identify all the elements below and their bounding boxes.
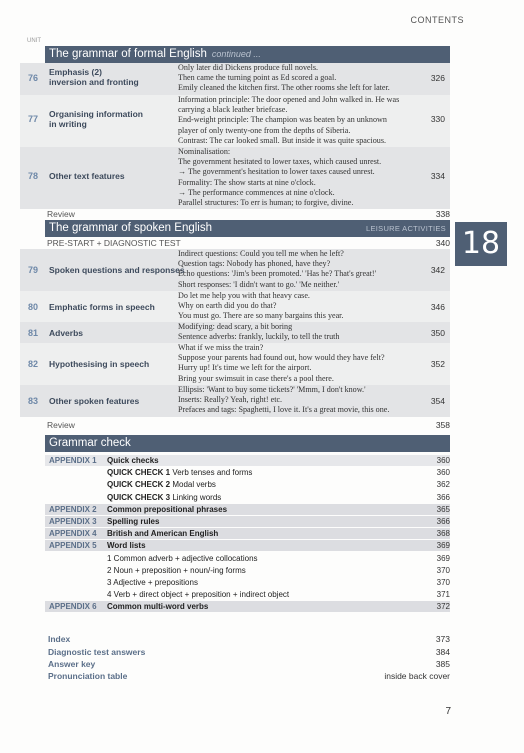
appendix-title-rest: Modal verbs — [170, 480, 216, 490]
example-line: carrying a black leather briefcase. — [178, 105, 288, 115]
example-line: Sentence adverbs: frankly, luckily, to tell the truth — [178, 332, 340, 342]
page-ref: 350 — [430, 328, 445, 338]
appendix-title-rest: 1 Common adverb + adjective collocations — [107, 553, 258, 563]
page-ref: 352 — [430, 359, 445, 369]
appendix-label: APPENDIX 4 — [49, 529, 97, 539]
page-ref: 342 — [430, 265, 445, 275]
appendix-title-bold: Common multi-word verbs — [107, 602, 209, 612]
appendix-title — [107, 479, 216, 490]
appendix-row — [45, 479, 450, 490]
example-line: Nominalisation: — [178, 147, 231, 156]
section-header-formal — [45, 46, 450, 63]
example-line: Echo questions: 'Jim's been promoted.' 'Has he? That's great!' — [178, 269, 377, 279]
page-ref: 334 — [430, 171, 445, 181]
unit-row — [20, 322, 450, 343]
page-ref: 370 — [436, 578, 450, 587]
appendix-title — [107, 540, 146, 551]
example-line: Modifying: dead scary, a bit boring — [178, 322, 293, 331]
appendix-title-bold: QUICK CHECK 2 — [107, 480, 171, 490]
example-line: End-weight principle: The champion was beaten by an unknown — [178, 115, 387, 125]
example-line: Why on earth did you do that? — [178, 301, 277, 311]
page-ref: 369 — [436, 553, 450, 563]
page-ref: 346 — [430, 302, 445, 312]
appendix-label: APPENDIX 3 — [49, 517, 97, 526]
back-page: inside back cover — [384, 671, 450, 681]
page-number: 7 — [445, 706, 451, 717]
unit-title: Organising information — [49, 109, 143, 119]
unit-title: inversion and fronting — [49, 77, 139, 87]
unit-number: 79 — [27, 265, 38, 275]
page-ref: 369 — [436, 541, 450, 551]
section-header-spoken — [45, 220, 450, 237]
page-ref: 365 — [436, 504, 450, 514]
appendix-row — [45, 455, 450, 466]
appendix-title — [107, 516, 159, 527]
unit-row — [20, 249, 450, 291]
unit-title: Other text features — [49, 171, 125, 181]
appendix-row — [45, 553, 450, 564]
example-line: Prefaces and tags: Spaghetti, I love it. It's a great movie, this one. — [178, 405, 390, 415]
appendix-title-bold: QUICK CHECK 1 — [107, 468, 171, 478]
page-ref: 366 — [436, 517, 450, 526]
page-ref: 368 — [436, 529, 450, 539]
example-line: Then came the turning point as Ed scored a goal. — [178, 73, 337, 83]
back-page: 385 — [435, 659, 450, 669]
appendix-title-bold: Common prepositional phrases — [107, 504, 228, 514]
appendix-title — [107, 553, 258, 564]
appendix-row — [45, 504, 450, 515]
example-line: → The government's hesitation to lower taxes caused unrest. — [178, 167, 375, 177]
example-line: Parallel structures: To err is human; to forgive, divine. — [178, 198, 354, 208]
unit-title: Emphatic forms in speech — [49, 302, 155, 312]
unit-row — [20, 147, 450, 209]
example-line: Ellipsis: 'Want to buy some tickets?' 'Mmm, I don't know.' — [178, 385, 366, 394]
example-line: Emily cleaned the kitchen first. The other rooms she left for later. — [178, 83, 390, 93]
unit-number: 76 — [27, 73, 38, 83]
example-line: Only later did Dickens produce full novels. — [178, 63, 319, 72]
unit-row — [20, 95, 450, 147]
appendix-title — [107, 577, 198, 588]
appendix-title — [107, 601, 208, 612]
appendix-row — [45, 516, 450, 527]
appendix-title-bold: Spelling rules — [107, 517, 160, 526]
section-title: The grammar of spoken English — [49, 222, 212, 234]
back-item: Answer key — [48, 659, 96, 669]
appendix-title — [107, 504, 227, 515]
appendix-title-rest: 3 Adjective + prepositions — [107, 578, 198, 587]
appendix-row — [45, 589, 450, 600]
unit-tab-number: 18 — [455, 222, 507, 266]
page-ref: 326 — [430, 73, 445, 83]
appendix-title — [107, 455, 159, 466]
unit-number: 80 — [27, 302, 38, 312]
back-page: 373 — [435, 634, 450, 644]
unit-title: in writing — [49, 119, 87, 129]
example-line: Short responses: 'I didn't want to go.' 'Me neither.' — [178, 279, 340, 289]
review-page: 358 — [435, 420, 450, 430]
example-line: What if we miss the train? — [178, 343, 264, 352]
unit-title: Other spoken features — [49, 396, 140, 406]
appendix-title — [107, 589, 289, 600]
page-ref: 330 — [430, 114, 445, 124]
back-item: Diagnostic test answers — [48, 647, 146, 657]
appendix-row — [45, 601, 450, 612]
appendix-row — [45, 528, 450, 539]
contents-label: CONTENTS — [410, 15, 464, 25]
review-label: Review — [47, 420, 75, 430]
example-line: Hurry up! It's time we left for the airport. — [178, 363, 312, 373]
example-line: player of only twenty-one from the depths of Siberia. — [178, 125, 351, 135]
appendix-title — [107, 492, 221, 503]
section-header-grammar-check — [45, 435, 450, 452]
appendix-label: APPENDIX 1 — [49, 456, 97, 465]
page-ref: 371 — [436, 590, 450, 600]
appendix-label: APPENDIX 6 — [49, 602, 97, 612]
section-title: The grammar of formal English — [49, 48, 207, 60]
pretest-page: 340 — [435, 238, 450, 248]
leisure-activities-label: LEISURE ACTIVITIES — [365, 224, 446, 233]
example-line: → The performance commences at nine o'clock. — [178, 187, 335, 197]
back-item: Index — [48, 634, 71, 644]
unit-row — [20, 63, 450, 95]
unit-title: Adverbs — [49, 328, 84, 338]
appendix-title — [107, 565, 246, 576]
unit-number: 77 — [27, 114, 38, 124]
appendix-row — [45, 467, 450, 478]
example-line: Formality: The show starts at nine o'clock. — [178, 177, 316, 187]
page-ref: 370 — [436, 565, 450, 575]
unit-column-label: UNIT — [27, 38, 41, 44]
appendix-title-bold: QUICK CHECK 3 — [107, 492, 171, 502]
appendix-label: APPENDIX 2 — [49, 504, 97, 514]
example-line: The government hesitated to lower taxes, which caused unrest. — [178, 157, 382, 167]
continued-note: continued ... — [211, 49, 261, 59]
page-ref: 362 — [436, 480, 450, 490]
review-label: Review — [47, 209, 75, 219]
unit-number: 82 — [27, 359, 38, 369]
example-line: Information principle: The door opened and John walked in. He was — [178, 95, 400, 104]
unit-row — [20, 343, 450, 385]
back-item: Pronunciation table — [48, 671, 128, 681]
appendix-title-bold: British and American English — [107, 529, 219, 539]
appendix-title-bold: Word lists — [107, 541, 146, 551]
example-line: Contrast: The car looked small. But inside it was quite spacious. — [178, 135, 387, 145]
example-line: Bring your swimsuit in case there's a pool there. — [178, 373, 334, 383]
example-line: Suppose your parents had found out, how would they have felt? — [178, 353, 385, 363]
page-ref: 366 — [436, 492, 450, 502]
unit-number: 78 — [27, 171, 38, 181]
example-line: Question tags: Nobody has phoned, have they? — [178, 259, 331, 269]
appendix-title-rest: Verb tenses and forms — [170, 468, 253, 478]
unit-number: 83 — [27, 396, 38, 406]
appendix-title-rest: 4 Verb + direct object + preposition + indirect object — [107, 590, 290, 600]
back-page: 384 — [435, 647, 450, 657]
review-page: 338 — [435, 209, 450, 219]
unit-title: Hypothesising in speech — [49, 359, 150, 369]
unit-number: 81 — [27, 328, 38, 338]
appendix-title-rest: Linking words — [170, 492, 222, 502]
appendix-title-rest: 2 Noun + preposition + noun/-ing forms — [107, 565, 246, 575]
appendix-row — [45, 565, 450, 576]
example-line: You must go. There are so many bargains this year. — [178, 311, 344, 321]
unit-title: Emphasis (2) — [49, 67, 102, 77]
unit-row — [20, 385, 450, 417]
section-title: Grammar check — [49, 437, 131, 449]
unit-row — [20, 291, 450, 322]
example-line: Indirect questions: Could you tell me when he left? — [178, 249, 344, 258]
page-ref: 354 — [430, 396, 445, 406]
appendix-title-bold: Quick checks — [107, 456, 159, 465]
appendix-title — [107, 467, 252, 478]
page-ref: 360 — [436, 468, 450, 478]
example-line: Do let me help you with that heavy case. — [178, 291, 310, 300]
pretest-label: PRE-START + DIAGNOSTIC TEST — [47, 238, 181, 248]
page-ref: 360 — [436, 456, 450, 465]
appendix-label: APPENDIX 5 — [49, 541, 97, 551]
appendix-row — [45, 492, 450, 503]
page-ref: 372 — [436, 602, 450, 612]
appendix-title — [107, 528, 218, 539]
appendix-row — [45, 577, 450, 588]
appendix-row — [45, 540, 450, 551]
unit-title: Spoken questions and responses — [49, 265, 185, 275]
example-line: Inserts: Really? Yeah, right! etc. — [178, 395, 283, 405]
